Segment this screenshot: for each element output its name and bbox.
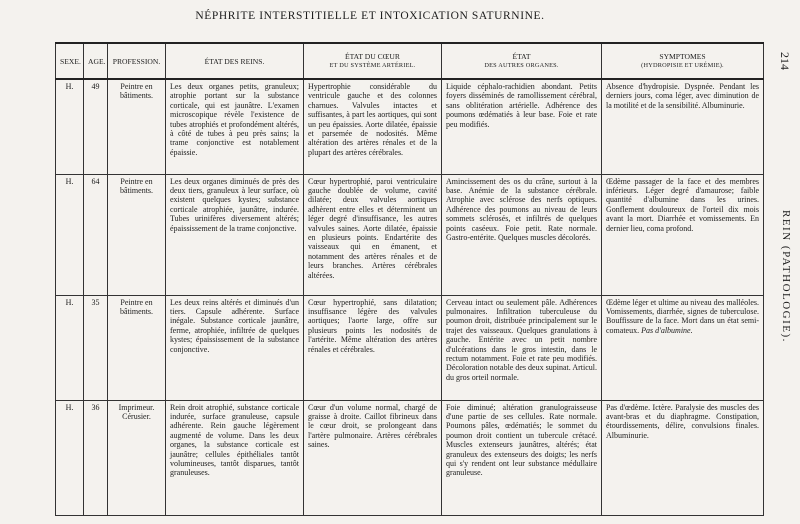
cell-age: 36: [84, 400, 108, 515]
header-symptomes-label: SYMPTOMES: [659, 52, 706, 61]
symptomes-note: Pas d'albumine.: [641, 325, 693, 335]
header-autres: [442, 43, 602, 79]
cell-coeur: Cœur hypertrophié, sans dilatation; insuffisance légère des valvules aortiques; l'aorte large, offre sur plusieurs points les nodosités de l'artérite. Même altération des artères rénales et cérébrales.: [304, 295, 442, 400]
cell-coeur: Hypertrophie considérable du ventricule gauche et des colonnes charnues. Valvules intactes et suffisantes, à part les aortiques, qui sont un peu épaissies. Aorte dilatée, épaissie et parsemée de nodosités. Même altération des artères rénales et de la plupart des artères cérébrales.: [304, 79, 442, 174]
cell-coeur: Cœur d'un volume normal, chargé de graisse à droite. Caillot fibrineux dans le cœur droit, se prolongeant dans l'artère pulmonaire. Artères cérébrales saines.: [304, 400, 442, 515]
header-symptomes-sub: (HYDROPISIE ET URÉMIE).: [641, 62, 724, 69]
cell-profession: Peintre en bâtiments.: [108, 295, 166, 400]
cell-autres: Liquide céphalo-rachidien abondant. Petits foyers disséminés de ramollissement cérébral, sans oblitération artérielle. Adhérence des poumons œdématiés à leur base. Foie et rate peu modifiés.: [442, 79, 602, 174]
header-profession: PROFESSION.: [108, 43, 166, 79]
cell-reins: Les deux organes diminués de près des deux tiers, granuleux à leur surface, où existent quelques kystes; substance corticale atrophiée, jaunâtre, indurée. Tubes urinifères diversement altérés; épaississement de la trame conjonctive.: [166, 174, 304, 295]
cell-symptomes: Œdème passager de la face et des membres inférieurs. Léger degré d'amaurose; faible quantité d'albumine dans les urines. Gonflement douloureux de l'orteil dix mois avant la mort. Diarrhée et vomissements. En dernier lieu, coma profond.: [602, 174, 764, 295]
cell-reins: Les deux organes petits, granuleux; atrophie portant sur la substance corticale, qui est jaunâtre. L'examen microscopique révèle l'existence de tubes atrophiés et profondément altérés, à côté de tubes à peu près sains; la trame conjonctive est notablement épaissie.: [166, 79, 304, 174]
clinical-table: [55, 42, 764, 516]
cell-sexe: H.: [56, 174, 84, 295]
header-reins: ÉTAT DES REINS.: [166, 43, 304, 79]
cell-sexe: H.: [56, 79, 84, 174]
cell-age: 49: [84, 79, 108, 174]
cell-age: 64: [84, 174, 108, 295]
symptomes-text: Œdème léger et ultime au niveau des malléoles. Vomissements, diarrhée, signes de tuberculose. Bouffissure de la face. Mort dans un état semi-comateux.: [606, 297, 759, 335]
cell-autres: Cerveau intact ou seulement pâle. Adhérences pulmonaires. Infiltration tuberculeuse du poumon droit, distribuée principalement sur le trajet des vaisseaux. Quelques granulations à gauche. Entérite avec un petit nombre d'ulcérations dans le gros intestin, dans le rectum notamment. Foie et rate peu modifiés. Décoloration notable des deux supinat. Articul. du gros orteil normale.: [442, 295, 602, 400]
cell-coeur: Cœur hypertrophié, paroi ventriculaire gauche doublée de volume, cavité dilatée; deux valvules aortiques adhèrent entre elles et déterminent un léger degré d'insuffisance, les autres valvules saines. Aorte dilatée, épaissie en plusieurs points. Endartérite des vaisseaux qui en émanent, et notamment des artères rénales et de leurs branches. Artères cérébrales altérées.: [304, 174, 442, 295]
table-row: [56, 79, 764, 174]
header-sexe: SEXE.: [56, 43, 84, 79]
cell-reins: Les deux reins altérés et diminués d'un tiers. Capsule adhérente. Surface inégale. Substance corticale jaunâtre, ferme, atrophiée, infiltrée de quelques kystes; épaississement de la substance conjonctive.: [166, 295, 304, 400]
cell-sexe: H.: [56, 400, 84, 515]
table-row: [56, 400, 764, 515]
table-row: [56, 174, 764, 295]
header-autres-label: ÉTAT: [512, 52, 531, 61]
page-title: NÉPHRITE INTERSTITIELLE ET INTOXICATION SATURNINE.: [195, 10, 545, 22]
cell-symptomes: Absence d'hydropisie. Dyspnée. Pendant les derniers jours, coma léger, avec diminution de la motilité et de la sensibilité. Albuminurie.: [602, 79, 764, 174]
page-number: 214: [778, 52, 792, 70]
cell-profession: Peintre en bâtiments.: [108, 79, 166, 174]
side-heading: REIN (PATHOLOGIE).: [780, 210, 792, 343]
cell-symptomes: [602, 295, 764, 400]
header-symptomes: [602, 43, 764, 79]
cell-symptomes: Pas d'œdème. Ictère. Paralysie des muscles des avant-bras et du diaphragme. Constipation, étourdissements, délire, convulsions finales. Albuminurie.: [602, 400, 764, 515]
header-age: AGE.: [84, 43, 108, 79]
cell-profession: Peintre en bâtiments.: [108, 174, 166, 295]
header-coeur: [304, 43, 442, 79]
cell-autres: Amincissement des os du crâne, surtout à la base. Anémie de la substance cérébrale. Atrophie avec sclérose des nerfs optiques. Adhérence des poumons au niveau de leurs sommets sclérosés, et infiltrés de quelques points caséeux. Foie petit. Rate normale. Gastro-entérite. Quelques muscles décolorés.: [442, 174, 602, 295]
header-row: [56, 43, 764, 79]
cell-reins: Rein droit atrophié, substance corticale indurée, surface granuleuse, capsule adhérente. Rein gauche légèrement augmenté de volume. Dans les deux organes, la substance corticale est jaunâtre; cellules épithéliales tantôt volumineuses, tantôt disparues, tantôt granuleuses.: [166, 400, 304, 515]
cell-profession: Imprimeur. Cérusier.: [108, 400, 166, 515]
table-row: [56, 295, 764, 400]
cell-autres: Foie diminué; altération granulograisseuse d'une partie de ses cellules. Rate normale. Poumons pâles, œdématiés; le sommet du poumon droit contient un tubercule crétacé. Muscles extenseurs jaunâtres, altérés; état granuleux des extenseurs des doigts; les nerfs qui s'y rendent ont leur substance médullaire granuleuse.: [442, 400, 602, 515]
header-autres-sub: DES AUTRES ORGANES.: [484, 62, 559, 69]
header-coeur-label: ÉTAT DU CŒUR: [345, 52, 400, 61]
cell-age: 35: [84, 295, 108, 400]
cell-sexe: H.: [56, 295, 84, 400]
header-coeur-sub: ET DU SYSTÈME ARTÉRIEL.: [329, 62, 416, 69]
